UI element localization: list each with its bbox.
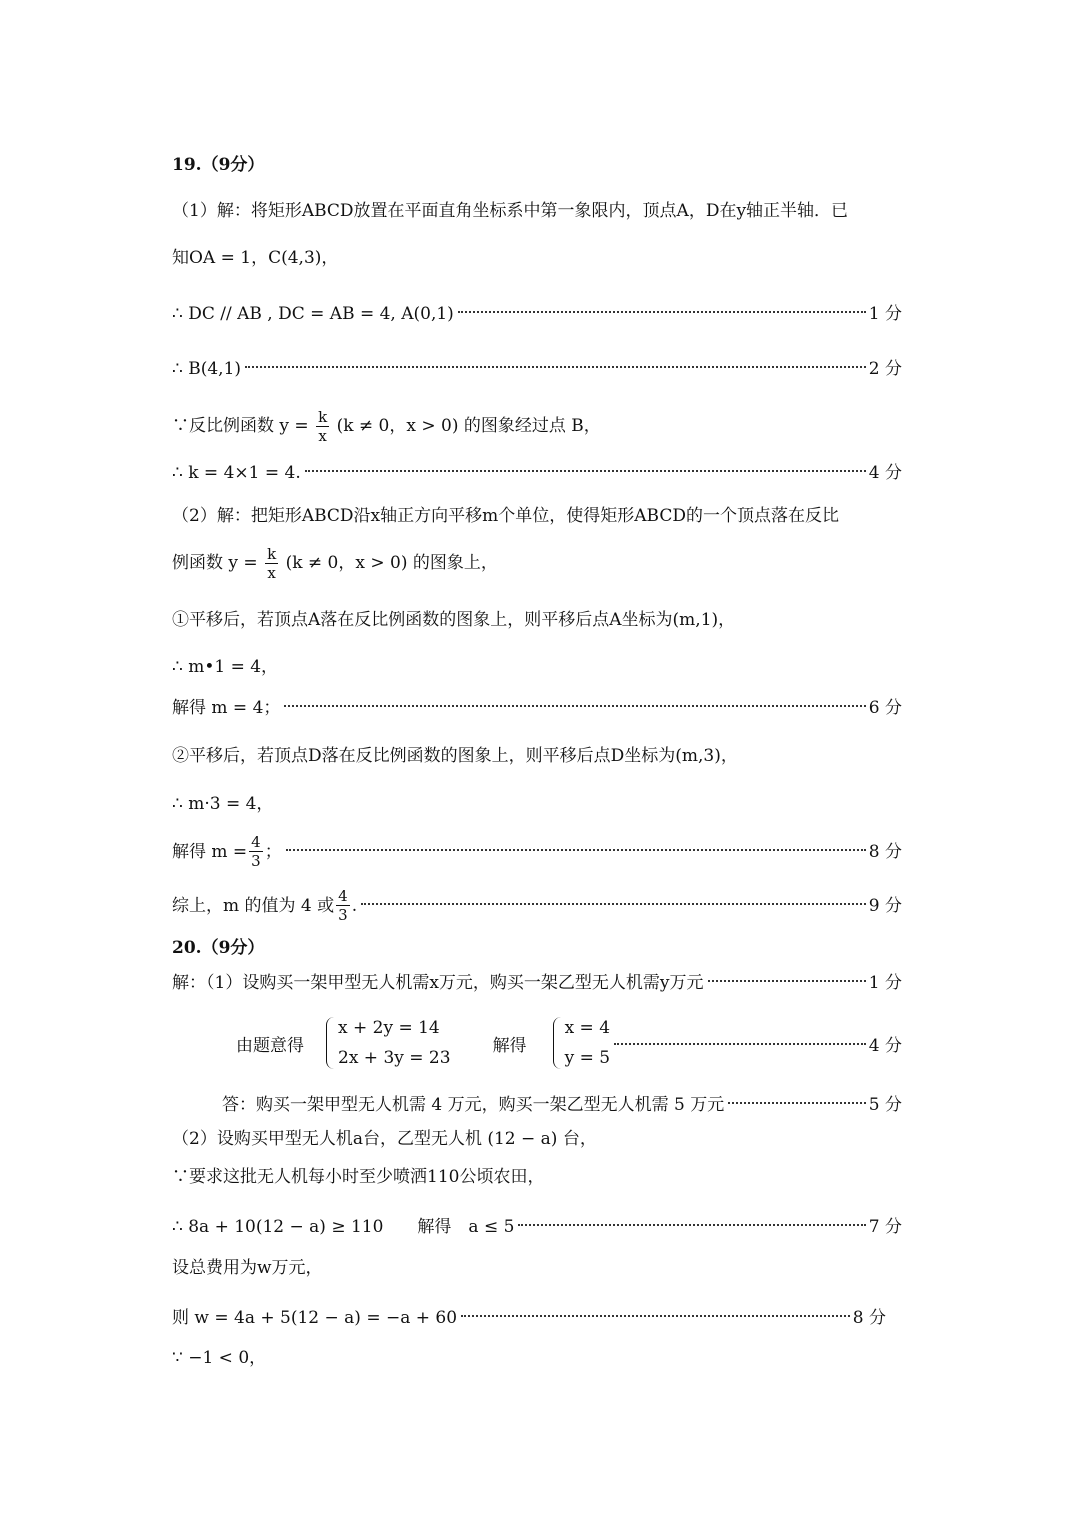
dot-leader (728, 1101, 866, 1104)
q19-line-5-b: (k ≠ 0，x > 0) 的图象经过点 B， (336, 416, 601, 436)
dot-leader (286, 848, 866, 851)
q19-score-6: 6 分 (868, 698, 902, 718)
equation-system (326, 1013, 451, 1073)
dot-leader (284, 704, 865, 707)
solution-system (553, 1013, 610, 1073)
dot-leader (458, 310, 866, 313)
q19-line-4-text: ∴ B(4,1) (172, 359, 242, 379)
q20-given-label: 由题意得 (236, 1035, 304, 1056)
q19-score-4: 4 分 (868, 463, 902, 483)
dot-leader (305, 469, 866, 472)
dot-leader (245, 365, 866, 368)
q19-line-6 (172, 462, 902, 484)
q19-line-3 (172, 303, 902, 325)
q19-line-11 (172, 697, 902, 719)
fraction-numerator: 4 (251, 833, 261, 851)
dot-leader (708, 979, 866, 982)
q20-score-1: 1 分 (868, 973, 902, 993)
fraction-k-over-x (265, 544, 278, 582)
q19-line-15-b: . (351, 896, 358, 916)
q20-line-8-text: 则 w = 4a + 5(12 − a) = −a + 60 (172, 1308, 458, 1328)
q20-score-7: 7 分 (868, 1217, 902, 1237)
q20-solve-label: 解得 (492, 1035, 527, 1056)
q20-line-9: ∵ −1 < 0， (172, 1348, 267, 1368)
q20-header: 20.（9分） (172, 938, 265, 958)
q19-line-1: （1）解：将矩形ABCD放置在平面直角坐标系中第一象限内，顶点A，D在y轴正半轴．已 (172, 201, 849, 221)
fraction-numerator: k (267, 544, 277, 563)
fraction-denominator: x (267, 563, 276, 582)
fraction-denominator: 3 (338, 906, 348, 924)
q19-line-6-text: ∴ k = 4×1 = 4. (172, 463, 301, 483)
fraction-denominator: 3 (251, 852, 261, 870)
q20-score-5: 5 分 (868, 1095, 902, 1115)
q19-score-1: 1 分 (868, 304, 902, 324)
dot-leader (614, 1042, 866, 1045)
fraction-4-over-3 (336, 889, 350, 923)
q19-line-15-a: 综上，m 的值为 4 或 (172, 896, 335, 916)
q20-score-4: 4 分 (868, 1035, 902, 1056)
q20-line-4: （2）设购买甲型无人机a台，乙型无人机 (12 − a) 台， (172, 1129, 597, 1149)
q20-line-1 (172, 972, 902, 994)
q19-line-15 (172, 884, 902, 928)
q20-score-8: 8 分 (852, 1308, 886, 1328)
fraction-numerator: 4 (338, 887, 348, 905)
dot-leader (461, 1314, 850, 1317)
q19-line-3-text: ∴ DC // AB , DC = AB = 4, A(0,1) (172, 304, 454, 324)
q19-line-14-b: ； (264, 842, 282, 862)
fraction-denominator: x (318, 426, 327, 445)
q19-score-8: 8 分 (868, 842, 902, 862)
fraction-k-over-x (316, 407, 329, 445)
q19-score-2: 2 分 (868, 359, 902, 379)
dot-leader (361, 902, 866, 905)
q19-line-5-a: ∵反比例函数 y = (172, 416, 309, 436)
q19-line-9: ①平移后，若顶点A落在反比例函数的图象上，则平移后点A坐标为(m,1)， (172, 610, 736, 630)
q20-line-7: 设总费用为w万元， (172, 1258, 323, 1278)
q19-line-7: （2）解：把矩形ABCD沿x轴正方向平移m个单位，使得矩形ABCD的一个顶点落在反比 (172, 506, 839, 526)
equation-2: 2x + 3y = 23 (338, 1048, 451, 1068)
q19-line-10: ∴ m•1 = 4， (172, 657, 279, 677)
dot-leader (518, 1223, 865, 1226)
q20-line-6 (172, 1216, 902, 1238)
q19-line-13: ∴ m·3 = 4， (172, 794, 274, 814)
solution-1: x = 4 (564, 1018, 611, 1038)
q19-line-12: ②平移后，若顶点D落在反比例函数的图象上，则平移后点D坐标为(m,3)， (172, 746, 738, 766)
q19-line-8-a: 例函数 y = (172, 553, 258, 573)
q19-score-9: 9 分 (868, 896, 902, 916)
q19-line-4 (172, 358, 902, 380)
q20-line-1-text: 解：（1）设购买一架甲型无人机需x万元，购买一架乙型无人机需y万元 (172, 973, 704, 993)
q19-line-5 (172, 404, 601, 448)
solution-2: y = 5 (564, 1048, 611, 1068)
fraction-numerator: k (318, 407, 328, 426)
q20-line-3 (222, 1094, 902, 1116)
q20-line-8 (172, 1307, 886, 1329)
q19-line-14-a: 解得 m = (172, 842, 248, 862)
q19-line-8-b: (k ≠ 0，x > 0) 的图象上， (285, 553, 498, 573)
q19-line-14 (172, 830, 902, 874)
q20-line-3-text: 答：购买一架甲型无人机需 4 万元，购买一架乙型无人机需 5 万元 (222, 1095, 725, 1115)
q20-line-6-text: ∴ 8a + 10(12 − a) ≥ 110 解得 a ≤ 5 (172, 1217, 515, 1237)
q20-equation-row (236, 1010, 902, 1076)
q19-line-8 (172, 541, 498, 585)
q19-line-11-text: 解得 m = 4； (172, 698, 281, 718)
fraction-4-over-3 (249, 835, 263, 869)
q19-line-2: 知OA = 1，C(4,3)， (172, 248, 339, 268)
q19-header: 19.（9分） (172, 155, 265, 175)
q20-line-5: ∵要求这批无人机每小时至少喷洒110公顷农田， (172, 1167, 545, 1187)
equation-1: x + 2y = 14 (338, 1018, 440, 1038)
